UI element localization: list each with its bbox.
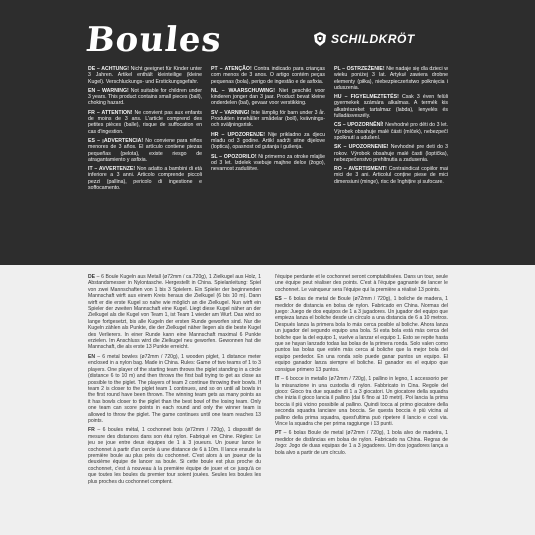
brand-logo — [312, 31, 415, 47]
warning-hr: HR – UPOZORENJE! Nije prikladno za djecu mlađu od 3 godine. Artikl sadrži sitne dijelove (loptica), opasnost od gutanja i gušenja. — [211, 131, 326, 151]
rules-pt: PT – 6 bolas Boule de metal (ø72mm / 720g), 1 bola alvo de madeira, 1 medidor de distâncias em bolsa de nylon. Fabricado na China. Regras de Jogo: Jogo de duas equipas de 1 a 3 jogadores. Um dos jogadores lança a bola alvo a partir de um círculo. — [275, 430, 448, 456]
rules-column-1 — [88, 274, 261, 535]
warning-sl: SL – OPOZORILO! Ni primerno za otroke mlajše od 3 let. Izdelek vsebuje majhne delce (žogo), nevarnost zadušitve. — [211, 153, 326, 173]
warning-pt: PT – ATENÇÃO! Contra indicado para crianças com menos de 3 anos. O artigo contém peças pequenas (bola), perigo de ingestão e de asfixia. — [211, 66, 326, 85]
turtle-shield-icon — [312, 31, 328, 47]
warning-ro: RO – AVERTISMENT! Contraindicat copiilor mai mici de 3 ani. Articolul conține piese de mici dimensiuni (minge), risc de înghițire și sufocare. — [334, 166, 448, 185]
rules-de: DE – 6 Boule Kugeln aus Metall (ø72mm / ca.720g), 1 Zielkugel aus Holz, 1 Abstandsmesser in Nylontasche. Hergestellt in China. Spielanleitung: Spiel von zwei Mannschaften von 1 bis 3 Spielern. Ein Spieler der beginnenden Mannschaft wirft aus einem Kreis heraus die Zielkugel (6 bis 10 m). Dann wirft er die erste Kugel so nahe wie möglich an die Zielkugel. Nun wirft ein Spieler der zweiten Mannschaft eine Kugel. Liegt diese Kugel näher an der Zielkugel als die Kugel von Team 1, ist Team 1 wieder am Wurf. Das wird so lange fortgesetzt, bis alle Kugeln der ersten Runde geworfen sind. Nur die Kugeln zählen als Punkte, die der Zielkugel näher liegen als die beste Kugel des Verlierers. In einer Runde kann eine Mannschaft maximal 6 Punkte erzielen. Im Anschluss wird die Zielkugel neu geworfen. Gewonnen hat die Mannschaft, die als erste 13 Punkte erreicht. — [88, 274, 261, 351]
warnings-column-1 — [88, 66, 202, 191]
rules-section — [88, 274, 448, 535]
rules-fr-continued: l'équipe perdante et le cochonnet seront comptabilisées. Dans un tour, seule une équipe peut réaliser des points. C'est à l'équipe gagnante de lancer le cochonnet. Le vainqueur sera l'équipe qui la première a réalisé 13 points. — [275, 274, 448, 293]
brand-name: SCHILDKRÖT — [331, 32, 415, 46]
warning-sk: SK – UPOZORNENIE! Nevhodné pre deti do 3 rokov. Výrobok obsahuje malé časti (loptička), nebezpečenstvo prehltnutia a zadusenia. — [334, 144, 449, 163]
rules-fr: FR – 6 boules métal, 1 cochonnet bois (ø72mm / 720g), 1 dispositif de mesure des distances dans son étui nylon. Fabriqué en Chine. Règles: Le jeu se joue entre deux équipes de 1 à 3 joueurs. Un joueur lance le cochonnet à partir d'un cercle à une distance de 6 à 10m. Il lance ensuite la première boule au plus près du cochonnet. C'est alors à un joueur de la deuxième équipe de lancer sa boule. Si cette boule est plus proche du cochonnet, c'est à nouveau à la première équipe de jouer et ce jusqu'à ce que toutes les boules du premier tour soient jouées. Seules les boules les plus proches du cochonnet comptent. — [88, 427, 261, 485]
product-title: Boules — [83, 20, 224, 60]
rules-it: IT – 6 bocce in metallo (ø72mm / 720g), 1 pallino in legno, 1 accessorio per la misurazione in una custodia di nylon. Fabbricato in Cina. Regole del gioco: Gioco tra due squadre di 1 a 3 giocatori. Un giocatore della squadra che inizia il gioco lancia il pallino (dai 6 fino ai 10 metri). Poi lancia la prima boccia il più vicino possibile al pallino. Quindi tocca al primo giocatore della seconda squadra lanciare una boccia. Se questa boccia è più vicina al pallino della prima squadra, quest'ultima può ripetere il lancio e così via. Vince la squadra che per prima raggiunge i 13 punti. — [275, 376, 448, 427]
warning-de: DE – ACHTUNG! Nicht geeignet für Kinder unter 3 Jahren. Artikel enthält kleinteilige (kleine Kugel). Verschluckungs- und Erstickungsgefahr. — [88, 66, 202, 85]
warning-es: ES – ¡ADVERTENCIA! No conviene para niños menores de 3 años. El artículo contiene piezas pequeñas (pelota), existe riesgo de atragantamiento y asfixia. — [88, 137, 202, 163]
warning-fr: FR – ATTENTION! Ne convient pas aux enfants de moins de 3 ans. L'article comprend des petites pièces (balle), risque de suffocation en cas d'ingestion. — [88, 109, 203, 135]
warning-it: IT – AVVERTENZE! Non adatto a bambini di età inferiore a 3 anni. Articolo comprende piccoli pezzi (pallina), pericolo di ingestione e soffocamento. — [88, 166, 203, 192]
warning-cs: CS – UPOZORNĚNÍ! Nevhodné pro děti do 3 let. Výrobek obsahuje malé části (míček), nebezpečí spolknutí a udušení. — [334, 122, 448, 141]
warning-en: EN – WARNING! Not suitable for children under 3 years. This product contains small pieces (ball), choking hazard. — [88, 87, 202, 107]
rules-es: ES – 6 bolas de metal de Boule (ø72mm / 720g), 1 boliche de madera, 1 medidor de distancia en bolsa de nylon. Fabricado en China. Normas del juego: Juego de dos equipos de 1 a 3 jugadores. Un jugador del equipo que empieza lanza el boliche desde un círculo a una distancia de 6 a 10 metros. Después lanza la primera bola lo más cerca posible al boliche. Ahora lanza un jugador del segundo equipo una bola. Si esta bola está más cerca del boliche que la del equipo 1, vuelve a lanzar el equipo 1. Esto se repite hasta que se hayan lanzado todas las bolas de la primera ronda. Solo valen como puntos las bolas que estén más cerca al boliche que la mejor bola del equipo perdedor. En una ronda solo puede ganar puntos un equipo. El equipo ganador lanza siempre el boliche. El ganador es el equipo que consigue primero 13 puntos. — [275, 296, 448, 373]
rules-column-2 — [275, 274, 448, 535]
warning-nl: NL – WAARSCHUWING! Niet geschikt voor kinderen jonger dan 3 jaar. Product bevat kleine onderdelen (bal), gevaar voor verstikking. — [211, 87, 325, 107]
safety-warnings — [88, 66, 448, 191]
warnings-column-3 — [334, 66, 448, 191]
warnings-column-2 — [211, 66, 325, 191]
header-panel — [0, 0, 535, 265]
rules-en: EN – 6 metal bowles (ø72mm / 720g), 1 wooden piglet, 1 distance meter enclosed in a nylon bag. Made in China. Rules: Game of two teams of 1 to 3 players. One player of the starting team throws the piglet standing in a circle (distance 6 to 10 m) and then throws the first ball trying to get as close as possible to the piglet. The players of team 2 continue throwing their bowls. If team 2 is closer to the piglet team 1 continues, and so on until all bowls in the first round have been thrown. The winning team gets as many points as it has bowls closer to the piglet than the best bowl of the losing team. Only one team can score points in each round and only the winner team is allowed to throw the piglet. The game continues until one team reaches 13 points. — [88, 353, 261, 424]
warning-pl: PL – OSTRZEŻENIE! Nie nadaje się dla dzieci w wieku poniżej 3 lat. Artykuł zawiera drobne elementy (piłka), niebezpieczeństwo połknięcia i uduszenia. — [334, 66, 448, 91]
warning-sv: SV – VARNING! Inte lämplig för barn under 3 år. Produkten innehåller smådelar (boll), kvävnings- och sväljningsrisk. — [211, 109, 326, 129]
warning-hu: HU – FIGYELMEZTETÉS! Csak 3 éven felüli gyermekek számára alkalmas. A termék kis alkatrészeket tartalmaz (labda), lenyelés és fulladásveszély. — [334, 94, 448, 120]
